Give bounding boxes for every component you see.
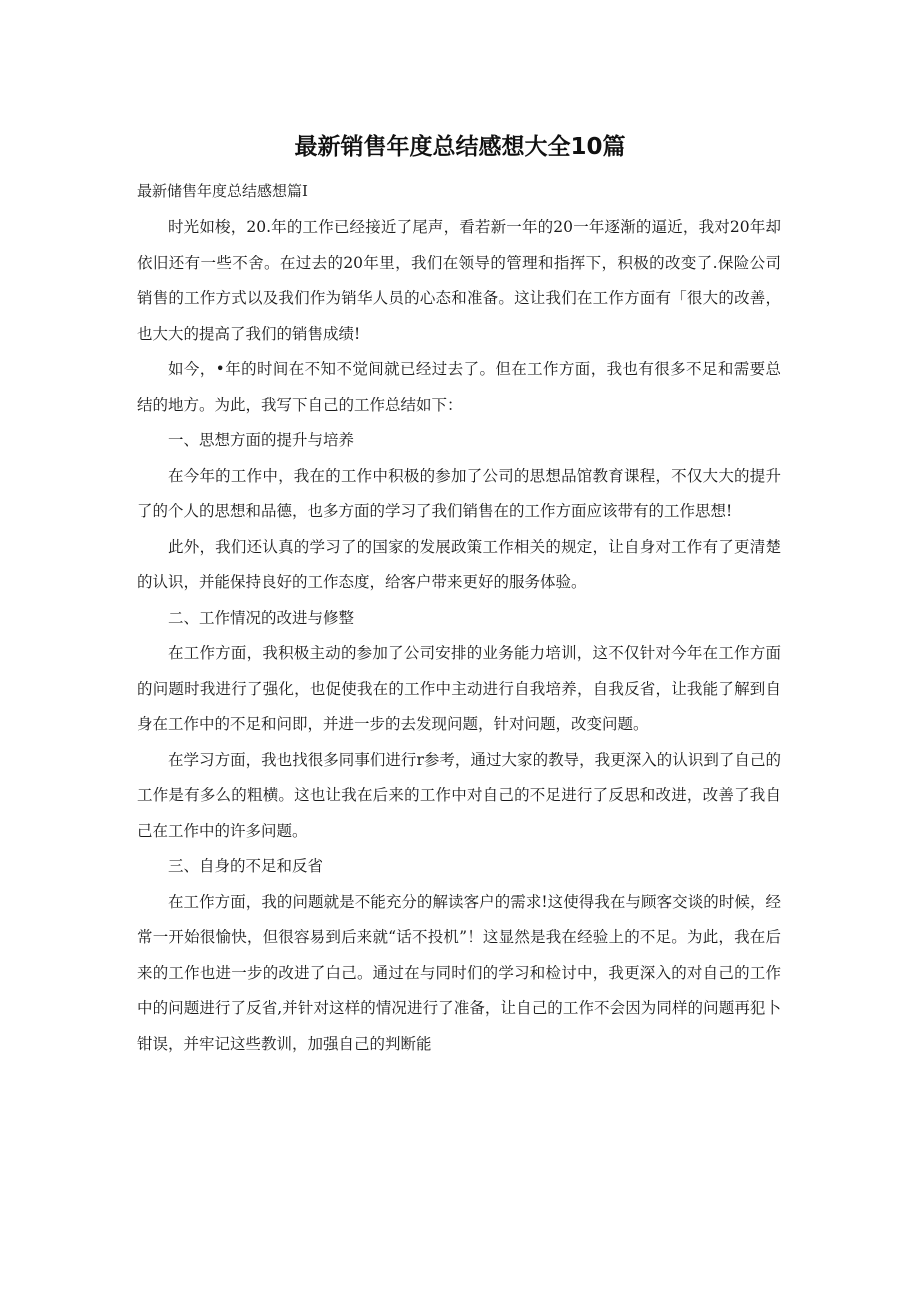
paragraph-3: 在今年的工作中，我在的工作中积极的参加了公司的思想品馆教育课程，不仅大大的提升了的个人的思想和品德，也多方面的学习了我们销售在的工作方面应该带有的工作思想!: [137, 466, 781, 520]
paragraph-6: 在学习方面，我也找很多同事们进行r参考，通过大家的教导，我更深入的认识到了自己的工作是有多么的粗横。这也让我在后来的工作中对自己的不足进行了反思和改进，改善了我自己在工作中的许多问题。: [137, 750, 781, 840]
paragraph-5: 在工作方面，我积极主动的参加了公司安排的业务能力培训，这不仅针对今年在工作方面的问题时我进行了强化，也促使我在的工作中主动进行自我培养，自我反省，让我能了解到自身在工作中的不足和问即，并进一步的去发现问题，针对问题，改变问题。: [137, 644, 781, 733]
paragraph-1: 时光如梭，20.年的工作已经接近了尾声，看若新一年的20一年逐渐的逼近，我对20年却依旧还有一些不舍。在过去的20年里，我们在领导的管理和指挥下，积极的改变了.保险公司销售的工作方式以及我们作为销华人员的心态和准备。这让我们在工作方面有「很大的改善，也大大的提高了我们的销售成绩!: [137, 218, 781, 343]
section-subtitle: 最新储售年度总结感想篇I: [137, 182, 308, 200]
paragraph-7: 在工作方面，我的问题就是不能充分的解读客户的需求!这使得我在与顾客交谈的时候，经常一开始很愉快，但很容易到后来就“话不投机”！这显然是我在经验上的不足。为此，我在后来的工作也进一步的改进了白己。通过在与同时们的学习和检讨中，我更深入的对自己的工作中的问题进行了反省,并针对这样的情况进行了准备，让自己的工作不会因为同样的问题再犯卜钳误，并牢记这些教训，加强自己的判断能: [137, 892, 781, 1053]
document-body: [137, 210, 781, 1062]
paragraph-2: 如今，•年的时间在不知不觉间就已经过去了。但在工作方面，我也有很多不足和需要总结的地方。为此，我写下自己的工作总结如下：: [137, 360, 781, 414]
section-heading-2: 二、工作情况的改进与修整: [168, 608, 355, 627]
page-title: 最新销售年度总结感想大全10篇: [294, 134, 626, 160]
paragraph-4: 此外，我们还认真的学习了的国家的发展政策工作相关的规定，让自身对工作有了更清楚的认识，并能保持良好的工作态度，给客户带来更好的服务体验。: [137, 537, 781, 591]
section-heading-1: 一、思想方面的提升与培养: [168, 431, 355, 449]
section-heading-3: 三、自身的不足和反省: [168, 857, 324, 875]
